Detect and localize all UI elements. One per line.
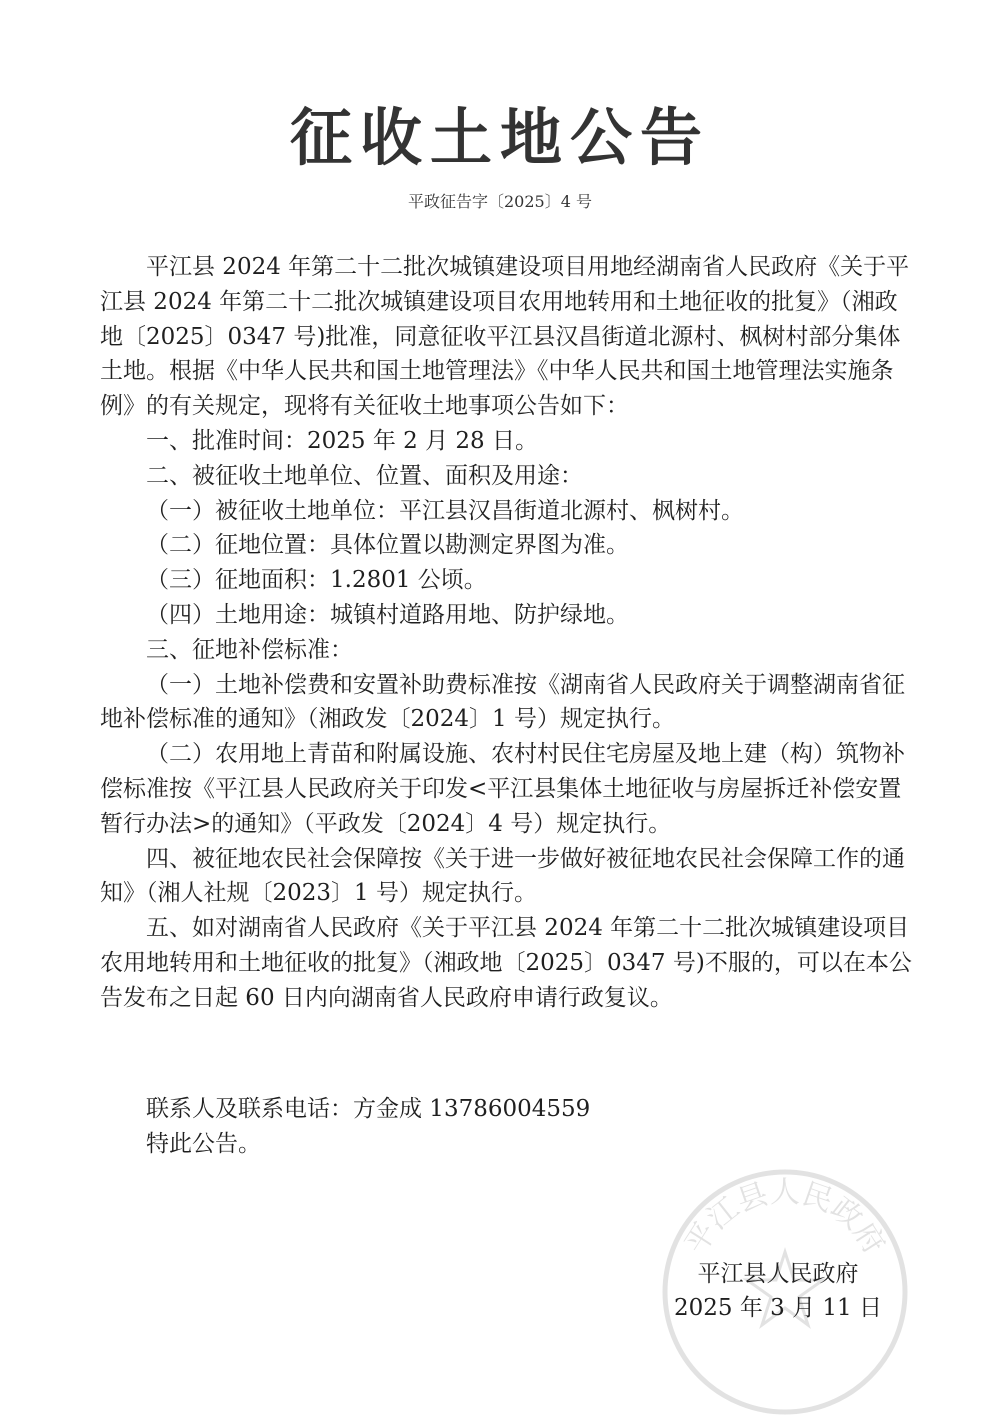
paragraph-land-use: （四）土地用途：城镇村道路用地、防护绿地。 [146, 601, 629, 628]
paragraph-social-security: 四、被征地农民社会保障按《关于进一步做好被征地农民社会保障工作的通知》（湘人社规〔2023〕1 号）规定执行。 [100, 845, 905, 907]
signature-date: 2025 年 3 月 11 日 [674, 1295, 882, 1321]
document-number: 平政征告字〔2025〕4 号 [408, 192, 592, 211]
paragraph-approval-time: 一、批准时间：2025 年 2 月 28 日。 [146, 427, 538, 454]
signature-block [674, 1257, 882, 1325]
paragraph-compensation-2: （二）农用地上青苗和附属设施、农村村民住宅房屋及地上建（构）筑物补偿标准按《平江县人民政府关于印发<平江县集体土地征收与房屋拆迁补偿安置暂行办法>的通知》（平政发〔2024〕4 号）规定执行。 [100, 741, 905, 837]
paragraph-compensation-1: （一）土地补偿费和安置补助费标准按《湖南省人民政府关于调整湖南省征地补偿标准的通知》（湘政发〔2024〕1 号）规定执行。 [100, 671, 905, 733]
document-title: 征收土地公告 [289, 101, 710, 174]
contact-line: 联系人及联系电话：方金成 13786004559 [146, 1096, 591, 1122]
seal-text-path: 平江县人民政府 [678, 1175, 892, 1261]
contact-block [100, 1092, 920, 1162]
paragraph-land-unit: （一）被征收土地单位：平江县汉昌街道北源村、枫树村。 [146, 497, 744, 524]
paragraph-land-area: （三）征地面积：1.2801 公顷。 [146, 567, 487, 594]
signature-org: 平江县人民政府 [697, 1261, 859, 1287]
paragraph-land-info-heading: 二、被征收土地单位、位置、面积及用途： [146, 462, 583, 489]
paragraph-intro: 平江县 2024 年第二十二批次城镇建设项目用地经湖南省人民政府《关于平江县 2024 年第二十二批次城镇建设项目农用地转用和土地征收的批复》（湘政地〔2025〕0347 号)批准，同意征收平江县汉昌街道北源村、枫树村部分集体土地。根据《中华人民共和国土地管理法》《中华人民共和国土地管理法实施条例》的有关规定，现将有关征收土地事项公告如下： [100, 254, 910, 420]
paragraph-appeal: 五、如对湖南省人民政府《关于平江县 2024 年第二十二批次城镇建设项目农用地转用和土地征收的批复》（湘政地〔2025〕0347 号)不服的，可以在本公告发布之日起 60 日内向湖南省人民政府申请行政复议。 [100, 915, 912, 1011]
notice-body [100, 250, 920, 1016]
closing-line: 特此公告。 [146, 1130, 261, 1157]
paragraph-land-location: （二）征地位置：具体位置以勘测定界图为准。 [146, 532, 629, 559]
paragraph-compensation-heading: 三、征地补偿标准： [146, 636, 353, 663]
